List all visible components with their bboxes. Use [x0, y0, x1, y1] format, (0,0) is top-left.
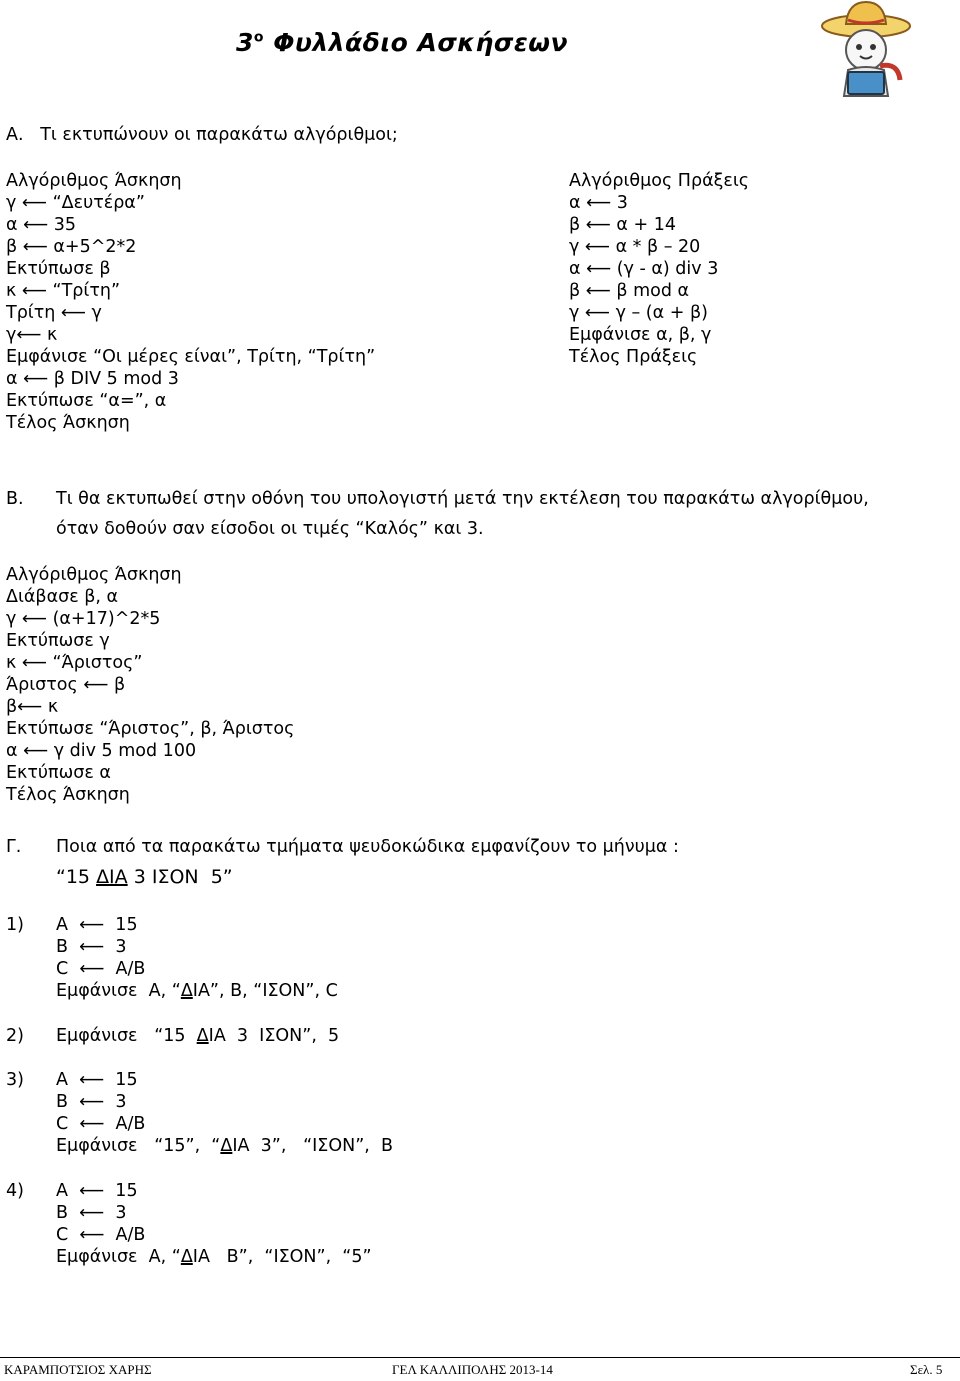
code-line: Εμφάνισε “Οι μέρες είναι”, Τρίτη, “Τρίτη”: [6, 347, 376, 367]
footer-school: ΓΕΛ ΚΑΛΛΙΠΟΛΗΣ 2013-14: [392, 1362, 553, 1377]
code-block-praxeis: [569, 170, 749, 368]
option-number: 1): [6, 915, 24, 935]
section-c-message: “15 ΔΙΑ 3 ΙΣΟΝ 5”: [56, 866, 233, 888]
code-line: β ⟵ α + 14: [569, 215, 676, 235]
code-line: Β ⟵ 3: [56, 1203, 127, 1223]
code-line: α ⟵ 3: [569, 193, 628, 213]
code-line: Τέλος Πράξεις: [569, 347, 698, 367]
code-line: γ⟵ κ: [6, 325, 58, 345]
code-line: Εκτύπωσε “Άριστος”, β, Άριστος: [6, 719, 295, 739]
code-block-b: [6, 564, 294, 806]
code-line: Άριστος ⟵ β: [6, 675, 126, 695]
code-line: Εκτύπωσε “α=”, α: [6, 391, 167, 411]
code-line: α ⟵ (γ - α) div 3: [569, 259, 719, 279]
code-line: Εμφάνισε “15”, “ΔΙΑ 3”, “ΙΣΟΝ”, Β: [56, 1136, 393, 1156]
section-b-label: Β.: [6, 489, 24, 509]
code-line: Τέλος Άσκηση: [6, 413, 130, 433]
code-line: Αλγόριθμος Πράξεις: [569, 171, 750, 191]
code-block-askisi: [6, 170, 375, 434]
section-c-label: Γ.: [6, 837, 22, 857]
code-line: Α ⟵ 15: [56, 1181, 138, 1201]
code-line: C ⟵ Α/Β: [56, 1225, 146, 1245]
code-line: Εκτύπωσε α: [6, 763, 111, 783]
page-title: $3^o$ Φυλλάδιο Ασκήσεων: [236, 28, 569, 57]
code-line: γ ⟵ α * β – 20: [569, 237, 701, 257]
code-line: γ ⟵ γ – (α + β): [569, 303, 708, 323]
code-line: α ⟵ 35: [6, 215, 77, 235]
section-a-heading: Α. Τι εκτυπώνουν οι παρακάτω αλγόριθμοι;: [6, 125, 398, 145]
footer-author: ΚΑΡΑΜΠΟΤΣΙΟΣ ΧΑΡΗΣ: [4, 1362, 152, 1377]
option-4-code: [56, 1180, 372, 1268]
code-line: Α ⟵ 15: [56, 915, 138, 935]
code-line: γ ⟵ (α+17)^2*5: [6, 609, 161, 629]
code-line: κ ⟵ “Άριστος”: [6, 653, 143, 673]
section-c-question: Ποια από τα παρακάτω τμήματα ψευδοκώδικα εμφανίζουν το μήνυμα :: [56, 837, 679, 857]
option-number: 3): [6, 1070, 24, 1090]
code-line: Α ⟵ 15: [56, 1070, 138, 1090]
code-line: Εμφάνισε Α, “ΔΙΑ”, Β, “ΙΣΟΝ”, C: [56, 981, 338, 1001]
code-line: Αλγόριθμος Άσκηση: [6, 171, 182, 191]
code-line: α ⟵ γ div 5 mod 100: [6, 741, 197, 761]
option-2-code: Εμφάνισε “15 ΔΙΑ 3 ΙΣΟΝ”, 5: [56, 1026, 340, 1046]
code-line: Εκτύπωσε γ: [6, 631, 110, 651]
cat-with-sombrero-laptop-icon: [818, 0, 914, 104]
section-b-question-line1: Τι θα εκτυπωθεί στην οθόνη του υπολογιστή μετά την εκτέλεση του παρακάτω αλγορίθμου,: [56, 489, 869, 509]
code-line: C ⟵ Α/Β: [56, 1114, 146, 1134]
code-line: Τρίτη ⟵ γ: [6, 303, 102, 323]
footer-page-number: Σελ. 5: [910, 1362, 943, 1377]
code-line: β ⟵ α+5^2*2: [6, 237, 137, 257]
option-3-code: [56, 1069, 393, 1157]
code-line: κ ⟵ “Τρίτη”: [6, 281, 121, 301]
code-line: α ⟵ β DIV 5 mod 3: [6, 369, 179, 389]
code-line: Τέλος Άσκηση: [6, 785, 130, 805]
code-line: Β ⟵ 3: [56, 937, 127, 957]
code-line: γ ⟵ “Δευτέρα”: [6, 193, 145, 213]
code-line: Εμφάνισε Α, “ΔΙΑ Β”, “ΙΣΟΝ”, “5”: [56, 1247, 372, 1267]
section-b-question-line2: όταν δοθούν σαν είσοδοι οι τιμές “Καλός” και 3.: [56, 519, 484, 539]
code-line: Διάβασε β, α: [6, 587, 119, 607]
option-number: 4): [6, 1181, 24, 1201]
code-line: Εκτύπωσε β: [6, 259, 111, 279]
code-line: Εμφάνισε α, β, γ: [569, 325, 712, 345]
footer-divider: [0, 1357, 960, 1358]
code-line: Β ⟵ 3: [56, 1092, 127, 1112]
code-line: β ⟵ β mod α: [569, 281, 690, 301]
code-line: Αλγόριθμος Άσκηση: [6, 565, 182, 585]
code-line: C ⟵ Α/Β: [56, 959, 146, 979]
option-number: 2): [6, 1026, 24, 1046]
option-1-code: [56, 914, 338, 1002]
code-line: β⟵ κ: [6, 697, 59, 717]
